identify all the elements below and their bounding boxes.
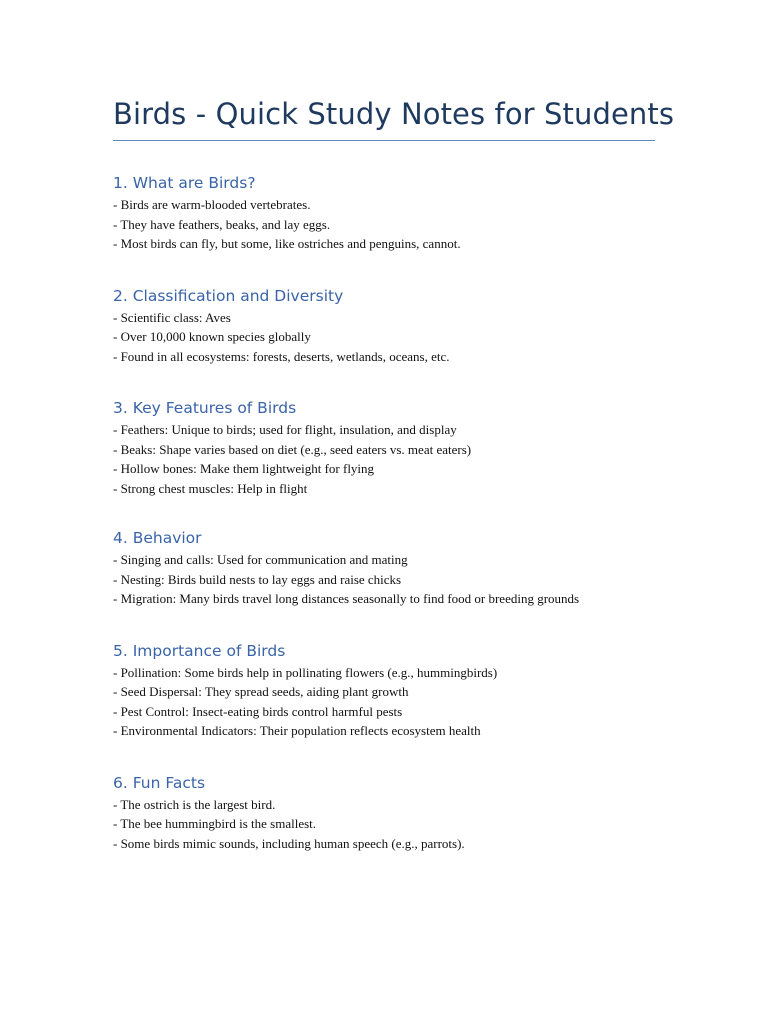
list-item: - They have feathers, beaks, and lay eggs. (113, 216, 331, 232)
list-item: - Migration: Many birds travel long distances seasonally to find food or breeding grounds (113, 591, 580, 606)
list-item: - Nesting: Birds build nests to lay eggs and raise chicks (113, 571, 402, 587)
document-page (113, 94, 675, 853)
list-item: - Environmental Indicators: Their population reflects ecosystem health (113, 723, 481, 738)
list-item: - Found in all ecosystems: forests, deserts, wetlands, oceans, etc. (113, 348, 450, 364)
section-1 (113, 173, 655, 254)
list-item: - Over 10,000 known species globally (113, 329, 311, 344)
document-title: Birds - Quick Study Notes for Students (113, 97, 675, 131)
list-item: - Feathers: Unique to birds; used for flight, insulation, and display (113, 422, 457, 437)
title-divider (113, 140, 655, 141)
section-list (113, 663, 655, 741)
list-item: - Pollination: Some birds help in pollinating flowers (e.g., hummingbirds) (113, 664, 498, 680)
section-6 (113, 773, 655, 854)
list-item: - Most birds can fly, but some, like ostriches and penguins, cannot. (113, 236, 461, 251)
section-list (113, 420, 655, 498)
section-5 (113, 641, 655, 741)
section-heading: 1. What are Birds? (113, 174, 256, 192)
section-heading: 5. Importance of Birds (113, 641, 286, 660)
list-item: - Hollow bones: Make them lightweight for flying (113, 461, 375, 476)
section-2 (113, 286, 655, 367)
section-list (113, 795, 655, 854)
list-item: - Some birds mimic sounds, including human speech (e.g., parrots). (113, 835, 465, 851)
section-list (113, 308, 655, 367)
list-item: - Seed Dispersal: They spread seeds, aiding plant growth (113, 684, 409, 699)
list-item: - Birds are warm-blooded vertebrates. (113, 197, 311, 212)
list-item: - Strong chest muscles: Help in flight (113, 480, 308, 496)
section-list (113, 195, 655, 254)
list-item: - Pest Control: Insect-eating birds control harmful pests (113, 703, 403, 719)
list-item: - Scientific class: Aves (113, 309, 231, 325)
section-heading: 3. Key Features of Birds (113, 399, 297, 417)
list-item: - Beaks: Shape varies based on diet (e.g., seed eaters vs. meat eaters) (113, 441, 472, 457)
section-list (113, 550, 655, 609)
section-heading: 2. Classification and Diversity (113, 286, 344, 305)
list-item: - Singing and calls: Used for communication and mating (113, 552, 408, 567)
section-3 (113, 398, 655, 498)
sections-container (113, 173, 655, 853)
list-item: - The bee hummingbird is the smallest. (113, 816, 317, 831)
section-heading: 6. Fun Facts (113, 773, 206, 792)
section-heading: 4. Behavior (113, 529, 202, 547)
list-item: - The ostrich is the largest bird. (113, 796, 276, 812)
section-4 (113, 528, 655, 609)
